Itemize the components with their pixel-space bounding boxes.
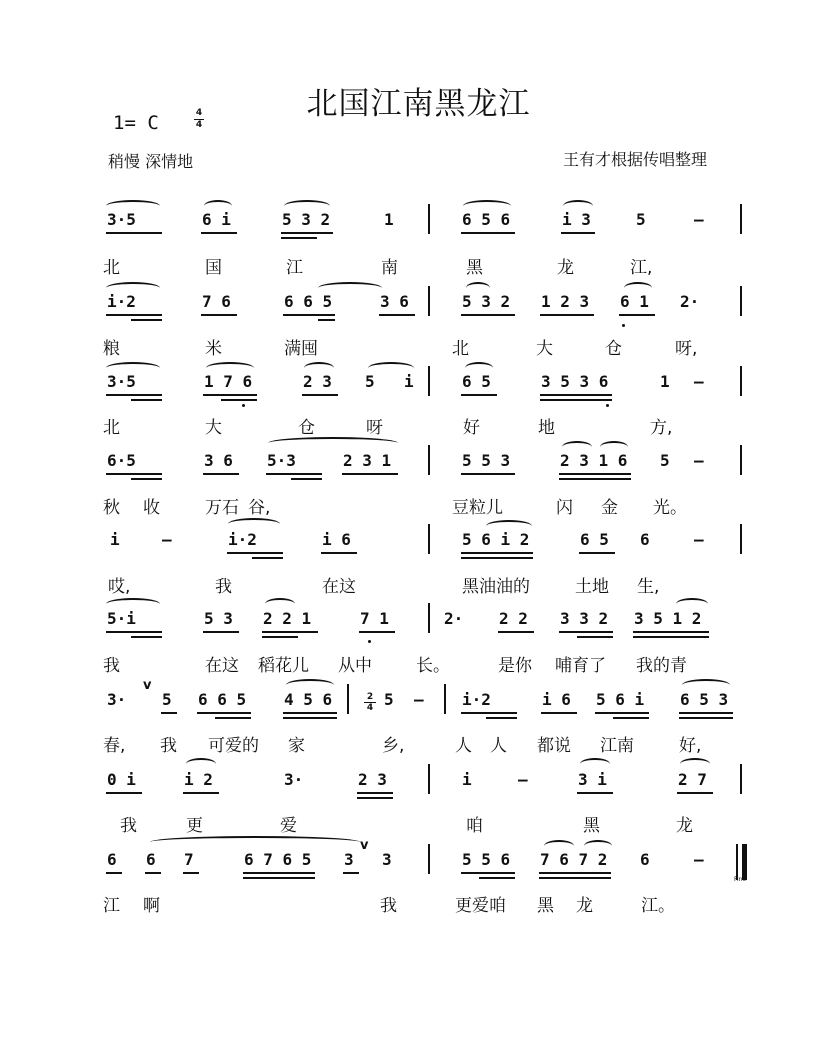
slur [150, 836, 360, 848]
underline [677, 792, 713, 794]
lyric: 豆粒儿 [452, 498, 503, 518]
underline [183, 872, 199, 874]
note-group: 6 5 [462, 372, 491, 391]
underline [203, 394, 257, 396]
lyric: 仓 [298, 418, 315, 438]
underline [595, 712, 649, 714]
barline [740, 286, 742, 316]
barline [740, 445, 742, 475]
note-group: 3 [344, 850, 354, 869]
note-group: 2· [680, 292, 700, 311]
lyric: 粮 [103, 339, 120, 359]
final-barline-thick [742, 844, 747, 880]
underline [106, 394, 162, 396]
underline [106, 631, 162, 633]
final-barline-icon [736, 844, 738, 880]
note-group: i 3 [562, 210, 591, 229]
slur [600, 441, 628, 453]
note-group: 5 [365, 372, 375, 391]
note-group: 6 [640, 530, 650, 549]
note-group: 5 [384, 690, 394, 709]
underline [221, 399, 257, 401]
note-group: 1 7 6 [204, 372, 253, 391]
lyric: 乡, [382, 736, 405, 756]
note-group: 6 6 5 [198, 690, 247, 709]
note-group: — [694, 530, 704, 549]
lyric: 哎, [108, 577, 131, 597]
underline [281, 237, 317, 239]
lyric: 黑 [466, 258, 483, 278]
barline [428, 366, 430, 396]
slur [368, 362, 414, 374]
underline [197, 712, 251, 714]
note-group: 0 i [107, 770, 136, 789]
underline [106, 872, 122, 874]
lyric: 咱 [466, 816, 483, 836]
barline [740, 764, 742, 794]
key-signature: 1= C [113, 112, 159, 134]
note-group: 3 5 3 6 [541, 372, 609, 391]
underline [243, 877, 315, 879]
lyric: 仓 [605, 339, 622, 359]
slur [463, 200, 511, 212]
breath-mark-icon: v [143, 678, 152, 693]
lyric: 啊 [143, 896, 160, 916]
note-group: 5 5 3 [462, 451, 511, 470]
meter-bottom: 4 [195, 120, 203, 130]
lyric: 地 [538, 418, 555, 438]
barline [740, 204, 742, 234]
note-group: 3· [284, 770, 304, 789]
lyric: 人 [455, 736, 472, 756]
underline [131, 478, 162, 480]
lyric: 秋 [103, 498, 120, 518]
barline [740, 524, 742, 554]
lyric: 江。 [641, 896, 675, 916]
lyric: 好, [679, 736, 702, 756]
lyric: 光。 [653, 498, 687, 518]
underline [281, 232, 333, 234]
underline [539, 872, 611, 874]
underline [227, 552, 283, 554]
underline [183, 792, 219, 794]
note-group: 6 1 [620, 292, 649, 311]
meter-top: 4 [195, 108, 203, 118]
underline [243, 872, 315, 874]
underline [498, 631, 534, 633]
note-group: 6 5 6 [462, 210, 511, 229]
underline [262, 636, 298, 638]
lyric: 更 [186, 816, 203, 836]
lyric: 长。 [416, 656, 450, 676]
underline [559, 473, 631, 475]
lyric: 江南 [600, 736, 634, 756]
note-group: 3·5 [107, 372, 136, 391]
slur [676, 598, 708, 610]
underline [203, 631, 239, 633]
note-group: 5 5 6 [462, 850, 511, 869]
note-group: 1 [384, 210, 394, 229]
note-group: 7 [184, 850, 194, 869]
underline [461, 552, 533, 554]
note-group: 6 i [202, 210, 231, 229]
slur [268, 437, 398, 449]
lyric: 我 [103, 656, 120, 676]
note-group: — [414, 690, 424, 709]
underline [283, 712, 337, 714]
underline [161, 712, 177, 714]
lyric: 满囤 [284, 339, 318, 359]
slur [106, 200, 160, 212]
underline [619, 314, 655, 316]
underline [131, 636, 162, 638]
underline [577, 636, 613, 638]
note-group: — [694, 372, 704, 391]
lyric: 江 [103, 896, 120, 916]
note-group: 3 3 2 [560, 609, 609, 628]
lyric: 大 [536, 339, 553, 359]
underline [131, 319, 162, 321]
underline [106, 232, 162, 234]
lyric: 龙 [557, 258, 574, 278]
slur [682, 679, 730, 691]
underline [541, 712, 577, 714]
underline [357, 797, 393, 799]
underline [359, 631, 395, 633]
timesig-bottom: 4 [366, 703, 374, 713]
slur [680, 758, 710, 770]
lyric: 我 [160, 736, 177, 756]
lyric: 更爱咱 [455, 896, 506, 916]
timesig-top: 2 [366, 692, 374, 702]
underline [479, 877, 515, 879]
note-group: 6 6 5 [284, 292, 333, 311]
slur [584, 840, 612, 852]
note-group: i 6 [322, 530, 351, 549]
note-group: 3 i [578, 770, 607, 789]
octave-dot [606, 404, 609, 407]
lyric: 从中 [338, 656, 372, 676]
lyric: 江 [286, 258, 303, 278]
underline [461, 394, 497, 396]
barline [444, 684, 446, 714]
note-group: i·2 [462, 690, 491, 709]
slur [580, 758, 610, 770]
underline [318, 319, 335, 321]
underline [540, 399, 612, 401]
underline [262, 631, 318, 633]
note-group: 7 6 [202, 292, 231, 311]
underline [461, 314, 515, 316]
underline [540, 394, 612, 396]
lyric: 万石 [205, 498, 239, 518]
lyric: 生, [637, 577, 660, 597]
note-group: — [518, 770, 528, 789]
slur [284, 200, 330, 212]
note-group: 2 3 1 6 [560, 451, 628, 470]
lyric: 闪 [556, 498, 573, 518]
lyric: 龙 [676, 816, 693, 836]
lyric: 金 [601, 498, 618, 518]
underline [201, 314, 237, 316]
note-group: i·2 [107, 292, 136, 311]
note-group: 7 6 7 2 [540, 850, 608, 869]
underline [461, 232, 515, 234]
slur [563, 200, 593, 212]
slur [206, 362, 254, 374]
lyric: 龙 [576, 896, 593, 916]
underline [679, 712, 733, 714]
slur [544, 840, 574, 852]
lyric: 收 [143, 498, 160, 518]
note-group: 3·5 [107, 210, 136, 229]
slur [465, 362, 493, 374]
note-group: 5 [660, 451, 670, 470]
lyric: 在这 [322, 577, 356, 597]
octave-dot [622, 324, 625, 327]
slur [204, 200, 232, 212]
barline [428, 204, 430, 234]
arranger-credit: 王有才根据传唱整理 [563, 150, 708, 169]
note-group: 2 3 [303, 372, 332, 391]
time-signature [191, 108, 207, 131]
lyric: 哺育了 [555, 656, 606, 676]
note-group: 1 2 3 [541, 292, 590, 311]
underline [579, 552, 615, 554]
underline [342, 473, 398, 475]
underline [633, 636, 709, 638]
slur [106, 362, 160, 374]
underline [679, 717, 733, 719]
note-group: 5 6 i [596, 690, 645, 709]
underline [357, 792, 393, 794]
barline [428, 524, 430, 554]
note-group: 5 [636, 210, 646, 229]
underline [106, 473, 162, 475]
slur [228, 518, 280, 530]
note-group: 6 [146, 850, 156, 869]
underline [540, 314, 594, 316]
note-group: 2· [444, 609, 464, 628]
slur [624, 282, 652, 294]
underline [106, 314, 162, 316]
note-group: 3 6 [204, 451, 233, 470]
note-group: 5·3 [267, 451, 296, 470]
underline [283, 314, 335, 316]
note-group: 3 5 1 2 [634, 609, 702, 628]
underline [461, 712, 517, 714]
barline [428, 844, 430, 874]
barline [428, 764, 430, 794]
note-group: i [110, 530, 120, 549]
tempo-marking: 稍慢 深情地 [108, 152, 194, 171]
lyric: 可爱的 [208, 736, 259, 756]
underline [266, 473, 322, 475]
note-group: 6 5 [580, 530, 609, 549]
note-group: i 6 [542, 690, 571, 709]
slur [486, 520, 532, 532]
lyric: 北 [452, 339, 469, 359]
note-group: 5 3 2 [282, 210, 331, 229]
note-group: — [694, 451, 704, 470]
note-group: — [694, 210, 704, 229]
underline [106, 792, 142, 794]
lyric: 呀 [366, 418, 383, 438]
lyric: 北 [103, 258, 120, 278]
underline [302, 394, 338, 396]
underline [321, 552, 357, 554]
time-signature-change [364, 692, 376, 713]
lyric: 我的青 [636, 656, 687, 676]
lyric: 在这 [205, 656, 239, 676]
breath-mark-icon: v [360, 838, 369, 853]
underline [215, 717, 251, 719]
octave-dot [242, 404, 245, 407]
lyric: 稻花儿 [258, 656, 309, 676]
note-group: 6 [640, 850, 650, 869]
note-group: 5 3 [204, 609, 233, 628]
octave-dot [368, 640, 371, 643]
underline [486, 717, 517, 719]
slur [286, 679, 334, 691]
underline [461, 872, 515, 874]
barline [740, 366, 742, 396]
note-group: 7 1 [360, 609, 389, 628]
lyric: 北 [103, 418, 120, 438]
slur [466, 282, 490, 294]
underline [283, 717, 337, 719]
note-group: 5·i [107, 609, 136, 628]
slur [304, 362, 334, 374]
note-group: 5 3 2 [462, 292, 511, 311]
note-group: i [404, 372, 414, 391]
note-group: 5 6 i 2 [462, 530, 530, 549]
slur [562, 441, 592, 453]
barline [347, 684, 349, 714]
lyric: 米 [205, 339, 222, 359]
lyric: 呀, [675, 339, 698, 359]
lyric: 好 [463, 418, 480, 438]
lyric: 黑 [583, 816, 600, 836]
underline [343, 872, 359, 874]
lyric: 大 [205, 418, 222, 438]
lyric: 南 [381, 258, 398, 278]
underline [577, 792, 613, 794]
note-group: 6 7 6 5 [244, 850, 312, 869]
note-group: i·2 [228, 530, 257, 549]
note-group: — [162, 530, 172, 549]
note-group: 4 5 6 [284, 690, 333, 709]
note-group: 3· [107, 690, 127, 709]
slur [106, 598, 160, 610]
slur [265, 598, 295, 610]
lyric: 谷, [248, 498, 271, 518]
lyric: 我 [215, 577, 232, 597]
note-group: 2 2 [499, 609, 528, 628]
lyric: 人 [490, 736, 507, 756]
underline [131, 399, 162, 401]
note-group: 6 [107, 850, 117, 869]
slur [318, 282, 382, 294]
underline [252, 557, 283, 559]
barline [428, 603, 430, 633]
lyric: 家 [288, 736, 305, 756]
note-group: 3 6 [380, 292, 409, 311]
note-group: — [694, 850, 704, 869]
note-group: 2 2 1 [263, 609, 312, 628]
underline [559, 478, 631, 480]
underline [539, 877, 611, 879]
fine-label: Fine [734, 876, 747, 883]
underline [201, 232, 237, 234]
note-group: 6 5 3 [680, 690, 729, 709]
note-group: i 2 [184, 770, 213, 789]
note-group: 5 [162, 690, 172, 709]
note-group: 2 3 [358, 770, 387, 789]
note-group: i [462, 770, 472, 789]
lyric: 方, [650, 418, 673, 438]
lyric: 是你 [498, 656, 532, 676]
note-group: 6·5 [107, 451, 136, 470]
slur [186, 758, 216, 770]
lyric: 土地 [575, 577, 609, 597]
song-title: 北国江南黑龙江 [306, 86, 531, 122]
lyric: 爱 [280, 816, 297, 836]
lyric: 国 [205, 258, 222, 278]
underline [203, 473, 239, 475]
note-group: 1 [660, 372, 670, 391]
underline [461, 473, 515, 475]
slur [106, 282, 160, 294]
underline [559, 631, 613, 633]
note-group: 2 7 [678, 770, 707, 789]
lyric: 都说 [537, 736, 571, 756]
underline [461, 557, 533, 559]
barline [428, 445, 430, 475]
lyric: 江, [630, 258, 653, 278]
underline [561, 232, 595, 234]
barline [428, 286, 430, 316]
underline [379, 314, 415, 316]
underline [145, 872, 161, 874]
note-group: 2 3 1 [343, 451, 392, 470]
lyric: 黑 [537, 896, 554, 916]
underline [613, 717, 649, 719]
lyric: 我 [380, 896, 397, 916]
lyric: 我 [120, 816, 137, 836]
underline [633, 631, 709, 633]
note-group: 3 [382, 850, 392, 869]
lyric: 春, [103, 736, 126, 756]
underline [291, 478, 322, 480]
lyric: 黑油油的 [462, 577, 530, 597]
